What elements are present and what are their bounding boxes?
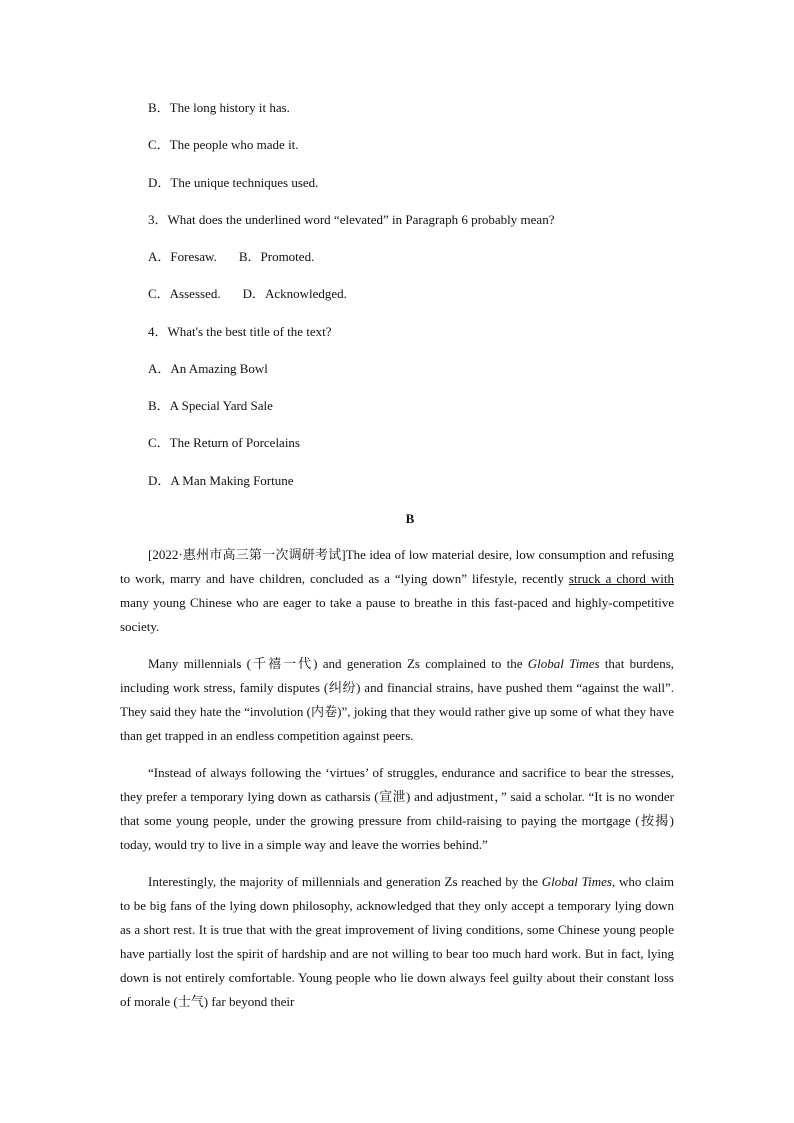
q3-option-d: D．Acknowledged.: [242, 286, 347, 301]
question-4: 4．What's the best title of the text?: [148, 324, 332, 339]
p1-prefix: [2022·惠州市高三第一次调研考试]The idea of low material desire, low consumption and refusing to work, marry and have children, concluded as a “lying down” lifestyle, recently: [120, 547, 674, 586]
q3-options-row1: [148, 249, 314, 265]
p2-part2: that burdens, including work stress, family disputes (纠纷) and financial strains, have pushed them “against the wall”. They said they hate the “involution (内卷)”, joking that they would rather give up some of what they have than get trapped in an endless competition against peers.: [120, 656, 675, 743]
p4-italic: Global Times,: [541, 874, 616, 889]
p4-part2: who claim to be big fans of the lying down philosophy, acknowledged that they only accept a temporary lying down as a short rest. It is true that with the great improvement of living conditions, some Chinese young people have partially lost the spirit of hardship and are not willing to bear too much hard work. But in fact, lying down is not entirely comfortable. Young people who lie down always feel guilty about their constant loss of morale (士气) far beyond their: [120, 874, 674, 1009]
p1-underlined-phrase: struck a chord with: [568, 571, 674, 586]
paragraph-1: [120, 543, 674, 639]
option-d-prev: D．The unique techniques used.: [148, 175, 319, 190]
q3-option-b: B．Promoted.: [238, 249, 315, 264]
q4-option-c: C．The Return of Porcelains: [148, 435, 300, 450]
p2-part1: Many millennials (千禧一代) and generation Zs complained to the: [148, 656, 528, 671]
q4-option-a: A．An Amazing Bowl: [148, 361, 268, 376]
q4-option-b: B．A Special Yard Sale: [148, 398, 273, 413]
paragraph-4: [120, 870, 674, 1014]
option-c-prev: C．The people who made it.: [148, 137, 299, 152]
paragraph-3: “Instead of always following the ‘virtues’ of struggles, endurance and sacrifice to bear the stresses, they prefer a temporary lying down as catharsis (宣泄) and adjustment，” said a scholar. “It is no wonder that some young people, under the growing pressure from child-raising to paying the mortgage (按揭) today, would try to live in a simple way and leave the worries behind.”: [120, 765, 674, 852]
p1-suffix: many young Chinese who are eager to take a pause to breathe in this fast-paced and highly-competitive society.: [120, 595, 674, 634]
section-heading: B: [405, 511, 415, 526]
option-b-prev: B．The long history it has.: [148, 100, 290, 115]
q3-option-a: A．Foresaw.: [148, 249, 217, 264]
paragraph-2: [120, 652, 674, 748]
question-3: 3．What does the underlined word “elevated” in Paragraph 6 probably mean?: [148, 212, 555, 227]
p2-italic: Global Times: [527, 656, 600, 671]
q4-option-d: D．A Man Making Fortune: [148, 473, 294, 488]
q3-option-c: C．Assessed.: [148, 286, 221, 301]
q3-options-row2: [148, 286, 347, 302]
p4-part1: Interestingly, the majority of millennials and generation Zs reached by the: [148, 874, 542, 889]
